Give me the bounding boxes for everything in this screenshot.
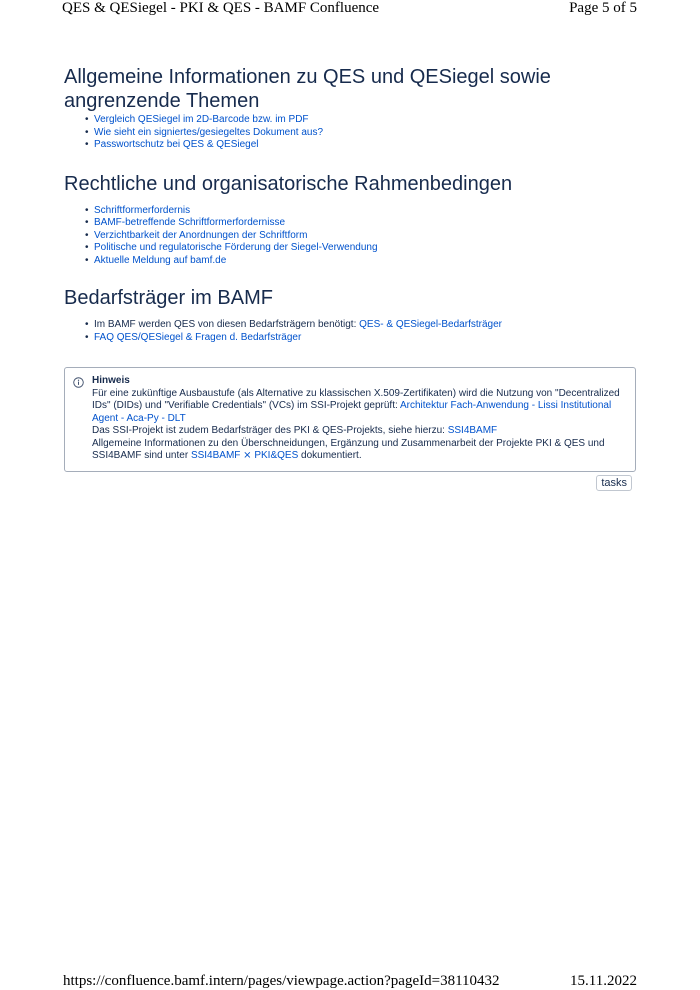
link-list [64,319,636,344]
print-footer-url: https://confluence.bamf.intern/pages/viewpage.action?pageId=38110432 [63,973,500,989]
link-list [64,114,636,152]
info-icon [73,377,84,388]
print-footer [63,973,637,990]
link-vergleich-qesiegel[interactable]: Vergleich QESiegel im 2D-Barcode bzw. im PDF [94,114,309,125]
link-aktuelle-meldung[interactable]: Aktuelle Meldung auf bamf.de [94,254,227,266]
info-text: dokumentiert. [298,450,362,461]
info-panel-title: Hinweis [92,375,130,386]
print-header-title: QES & QESiegel - PKI & QES - BAMF Confluence [62,0,380,16]
section-heading: Allgemeine Informationen zu QES und QESiegel sowie angrenzende Themen [64,66,551,112]
link-architektur[interactable]: Architektur Fach-Anwendung - Lissi Institutional Agent - Aca-Py - DLT [92,400,612,424]
section-legal-framework [64,172,636,268]
list-item [94,114,636,127]
info-text: Für eine zukünftige Ausbaustufe (als Alternative zu klassischen X.509-Zertifikaten) wird die Nutzung von "Decentralized IDs" (DIDs) und "Verifiable Credentials" (VCs) im SSI-Projekt geprüft: [92,387,620,411]
list-item [94,139,636,152]
section-bedarfstraeger [64,286,636,344]
info-panel [64,367,636,472]
section-heading: Bedarfsträger im BAMF [64,287,273,309]
link-foerderung-siegel[interactable]: Politische und regulatorische Förderung der Siegel-Verwendung [94,242,378,253]
link-passwortschutz[interactable]: Passwortschutz bei QES & QESiegel [94,139,259,150]
info-paragraph [92,438,627,463]
section-heading: Rechtliche und organisatorische Rahmenbedingen [64,172,513,195]
list-item [94,230,636,243]
info-text: Allgemeine Informationen zu den Überschneidungen, Ergänzung und Zusammenarbeit der Projekte PKI & QES und SSI4BAMF sind unter [92,437,605,461]
info-paragraph [92,425,627,438]
tasks-label[interactable]: tasks [596,475,632,491]
list-item [94,319,636,332]
section-general-info [64,65,636,152]
page-content [64,60,636,472]
link-schriftformerfordernis[interactable]: Schriftformerfordernis [94,204,191,216]
link-verzichtbarkeit[interactable]: Verzichtbarkeit der Anordnungen der Schriftform [94,229,308,241]
link-list [64,205,636,268]
link-bedarfstraeger[interactable]: QES- & QESiegel-Bedarfsträger [359,319,502,330]
list-item [94,242,636,255]
print-header-page: Page 5 of 5 [569,0,637,16]
list-item-text: Im BAMF werden QES von diesen Bedarfsträgern benötigt: [94,319,360,330]
info-text: Das SSI-Projekt ist zudem Bedarfsträger des PKI & QES-Projekts, siehe hierzu: [92,425,448,436]
list-item [94,332,636,345]
list-item [94,217,636,230]
list-item [94,127,636,140]
link-bamf-schriftformerfordernisse[interactable]: BAMF-betreffende Schriftformerfordernisse [94,217,286,228]
print-footer-date: 15.11.2022 [570,973,637,989]
link-ssi4bamf[interactable]: SSI4BAMF [447,425,498,436]
link-ssi4bamf-pki[interactable]: SSI4BAMF ⨯ PKI&QES [190,450,299,461]
info-paragraph [92,388,627,426]
list-item [94,255,636,268]
list-item [94,205,636,218]
link-faq-qesiegel[interactable]: FAQ QES/QESiegel & Fragen d. Bedarfsträger [94,331,302,343]
link-signiertes-dokument[interactable]: Wie sieht ein signiertes/gesiegeltes Dokument aus? [94,126,324,138]
print-header [63,0,637,17]
